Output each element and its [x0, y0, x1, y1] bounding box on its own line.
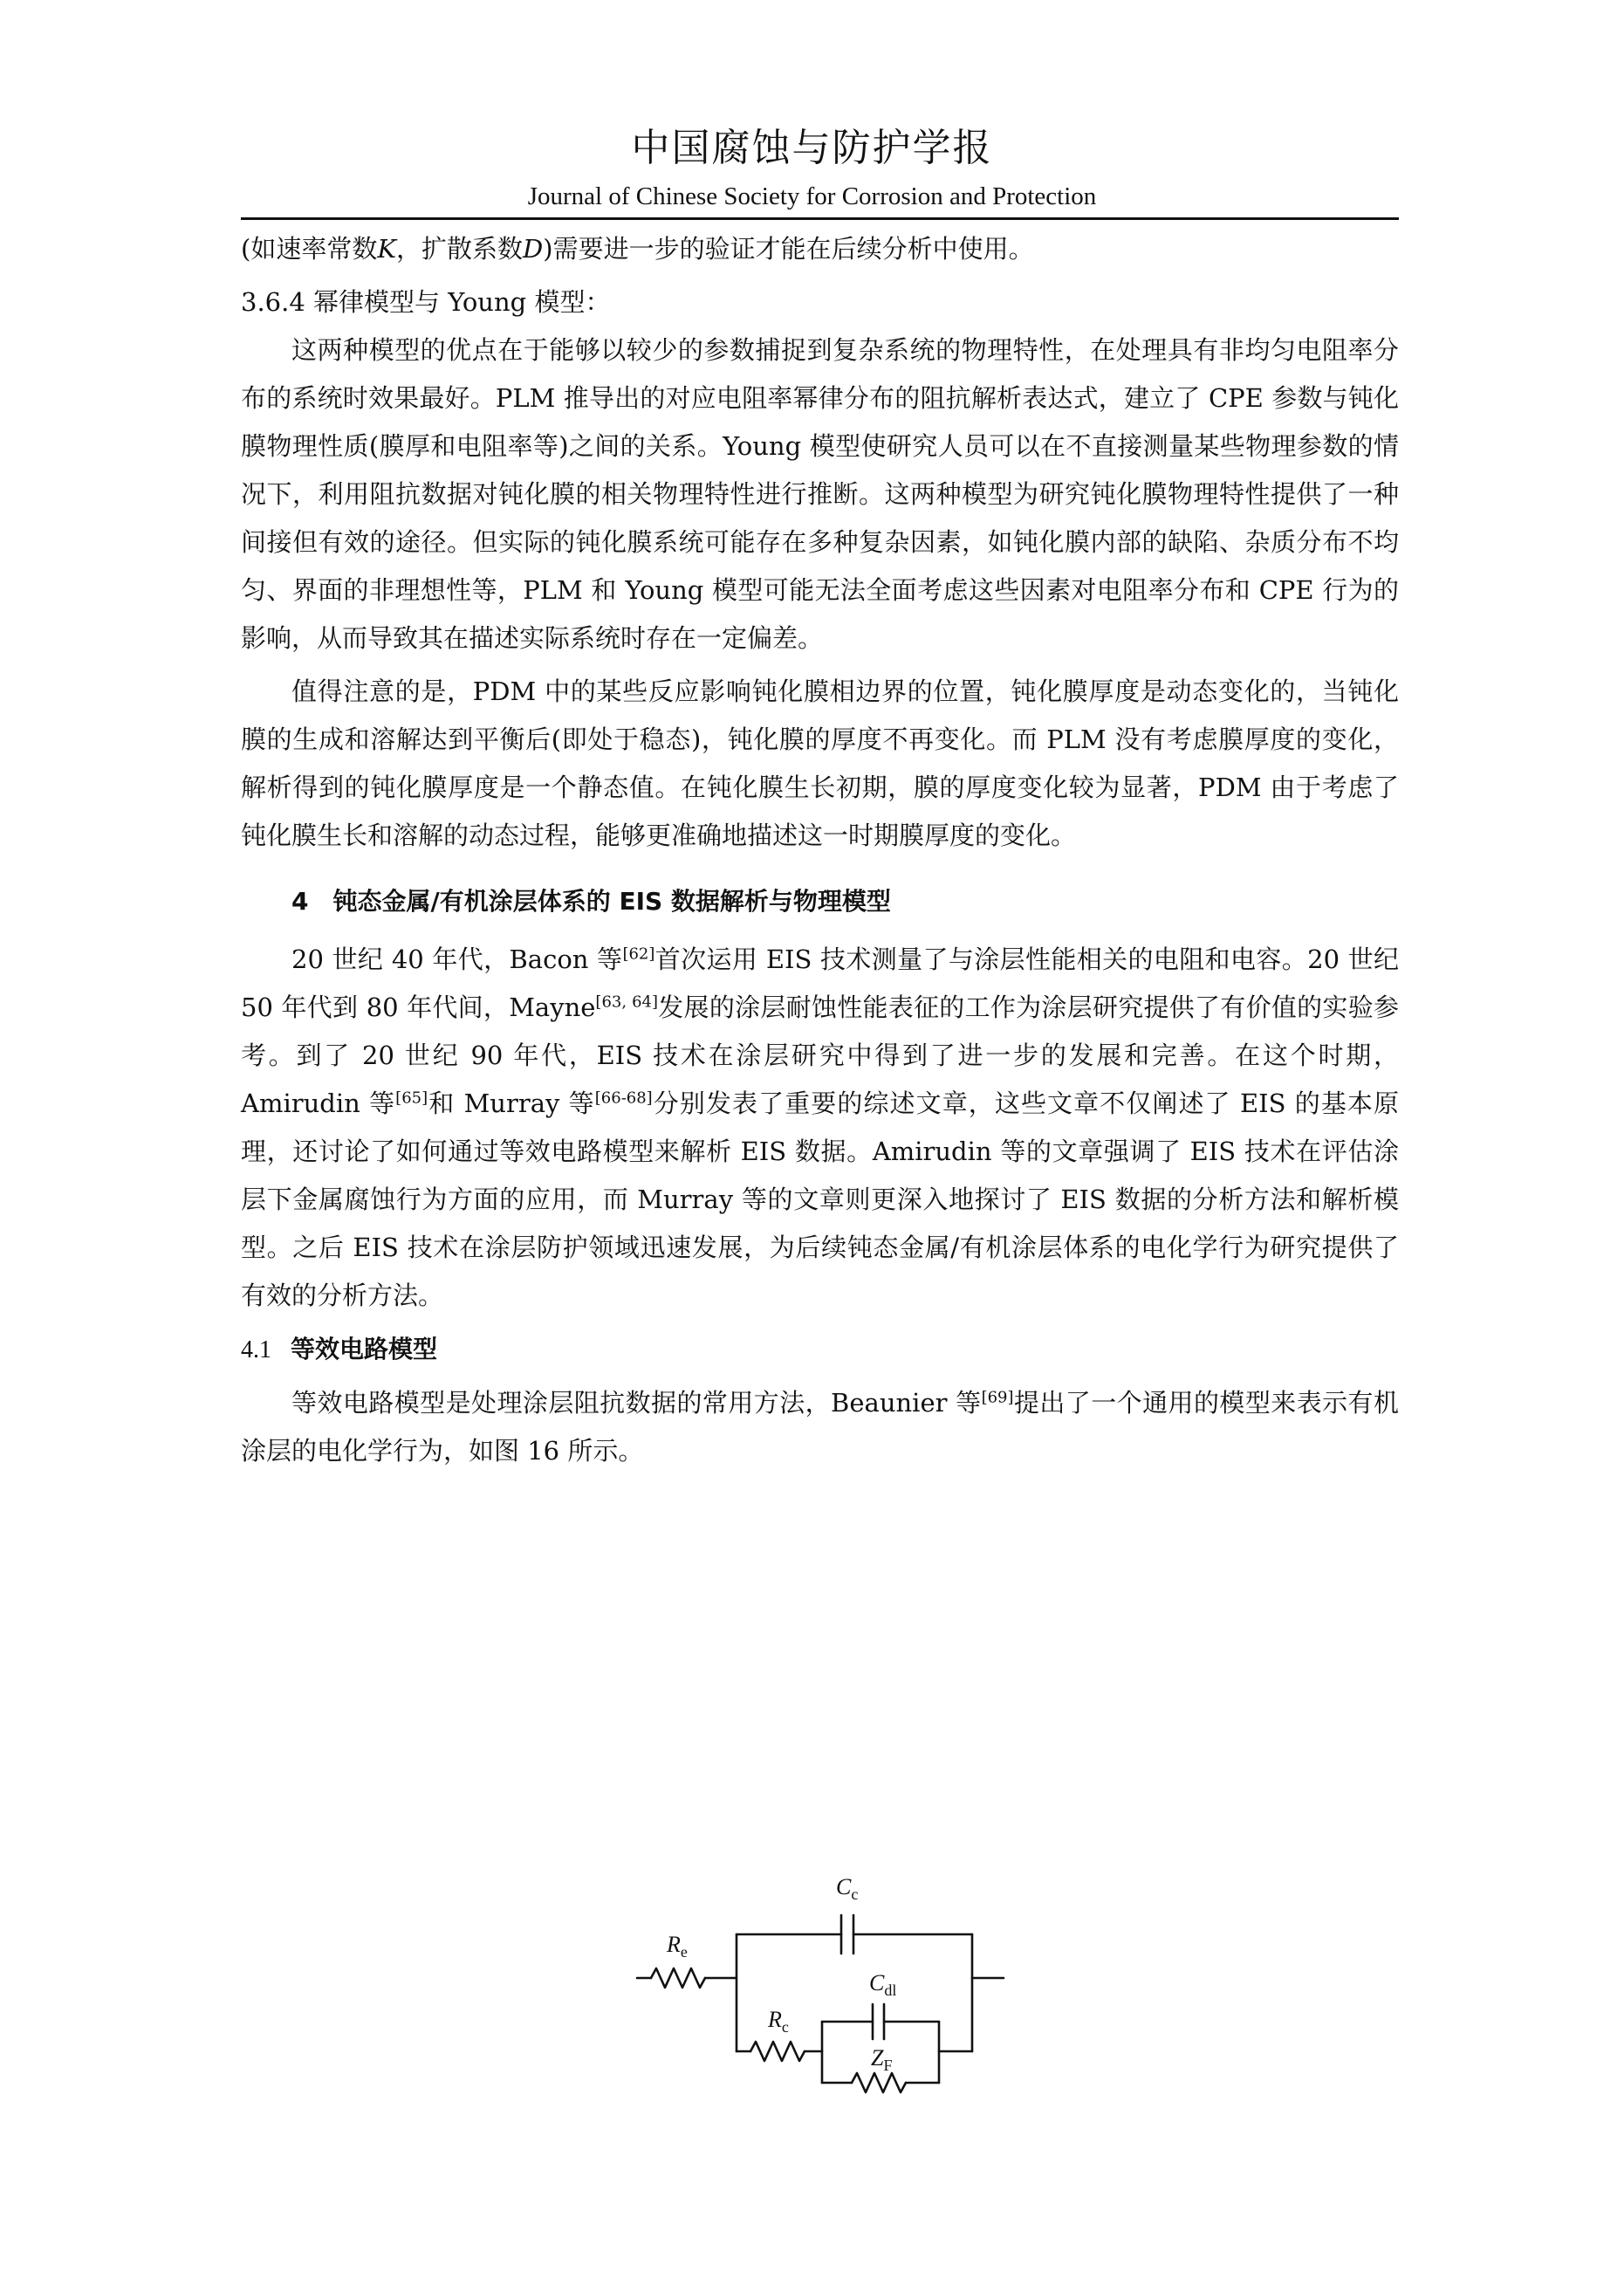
citation-ref[interactable]: [65] [395, 1089, 428, 1108]
citation-ref[interactable]: [63, 64] [595, 992, 658, 1012]
citation-ref[interactable]: [69] [981, 1388, 1014, 1407]
subsection-heading-3-6-4: 3.6.4 幂律模型与 Young 模型： [241, 287, 611, 317]
label-rc: $R_c$ [768, 2007, 789, 2036]
subsection-heading-4-1 [241, 1325, 1399, 1374]
label-zf: $Z_F$ [871, 2045, 893, 2074]
paragraph-plm-young: 这两种模型的优点在于能够以较少的参数捕捉到复杂系统的物理特性，在处理具有非均匀电阻率分布的系统时效果最好。PLM 推导出的对应电阻率幂律分布的阻抗解析表达式，建立了 CPE 参数与钝化膜物理性质(膜厚和电阻率等)之间的关系。Young 模型使研究人员可以在不直接测量某些物理参数的情况下，利用阻抗数据对钝化膜的相关物理特性进行推断。这两种模型为研究钝化膜物理特性提供了一种间接但有效的途径。但实际的钝化膜系统可能存在多种复杂因素，如钝化膜内部的缺陷、杂质分布不均匀、界面的非理想性等，PLM 和 Young 模型可能无法全面考虑这些因素对电阻率分布和 CPE 行为的影响，从而导致其在描述实际系统时存在一定偏差。 [241, 335, 1399, 653]
label-re: $R_e$ [667, 1932, 688, 1961]
article-body [241, 225, 1399, 1475]
circuit-diagram [620, 1842, 1021, 2104]
journal-subtitle: Journal of Chinese Society for Corrosion and Protection [527, 182, 1097, 210]
journal-title: 中国腐蚀与防护学报 [631, 126, 993, 170]
label-cc: $C_c$ [836, 1874, 859, 1903]
citation-ref[interactable]: [62] [622, 944, 655, 964]
equivalent-circuit-figure [620, 1842, 1021, 2104]
paragraph-equivalent-circuit: 等效电路模型是处理涂层阻抗数据的常用方法，Beaunier 等[69]提出了一个通用的模型来表示有机涂层的电化学行为，如图 16 所示。 [241, 1388, 1399, 1466]
resistor-rc [750, 2042, 805, 2061]
subsection-number: 4.1 [241, 1336, 271, 1363]
citation-ref[interactable]: [66-68] [594, 1089, 653, 1108]
paragraph-eis-history: 20 世纪 40 年代，Bacon 等[62]首次运用 EIS 技术测量了与涂层性能相关的电阻和电容。20 世纪 50 年代到 80 年代间，Mayne[63, 64]发展的涂层耐蚀性能表征的工作为涂层研究提供了有价值的实验参考。到了 20 世纪 90 年代，EIS 技术在涂层研究中得到了进一步的发展和完善。在这个时期，Amirudin 等[65]和 Murray 等[66-68]分别发表了重要的综述文章，这些文章不仅阐述了 EIS 的基本原理，还讨论了如何通过等效电路模型来解析 EIS 数据。Amirudin 等的文章强调了 EIS 技术在评估涂层下金属腐蚀行为方面的应用，而 Murray 等的文章则更深入地探讨了 EIS 数据的分析方法和解析模型。之后 EIS 技术在涂层防护领域迅速发展，为后续钝态金属/有机涂层体系的电化学行为研究提供了有效的分析方法。 [241, 944, 1399, 1310]
continuation-paragraph: (如速率常数K，扩散系数D)需要进一步的验证才能在后续分析中使用。 [241, 234, 1034, 264]
label-cdl: $C_{dl}$ [869, 1970, 897, 1999]
subsection-title: 等效电路模型 [291, 1335, 438, 1363]
resistor-re [651, 1968, 705, 1988]
paragraph-pdm-note: 值得注意的是，PDM 中的某些反应影响钝化膜相边界的位置，钝化膜厚度是动态变化的，当钝化膜的生成和溶解达到平衡后(即处于稳态)，钝化膜的厚度不再变化。而 PLM 没有考虑膜厚度的变化，解析得到的钝化膜厚度是一个静态值。在钝化膜生长初期，膜的厚度变化较为显著，PDM 由于考虑了钝化膜生长和溶解的动态过程，能够更准确地描述这一时期膜厚度的变化。 [241, 676, 1399, 850]
section-heading-4: 4 钝态金属/有机涂层体系的 EIS 数据解析与物理模型 [291, 887, 891, 916]
impedance-zf [852, 2073, 906, 2092]
header-divider [241, 217, 1399, 220]
